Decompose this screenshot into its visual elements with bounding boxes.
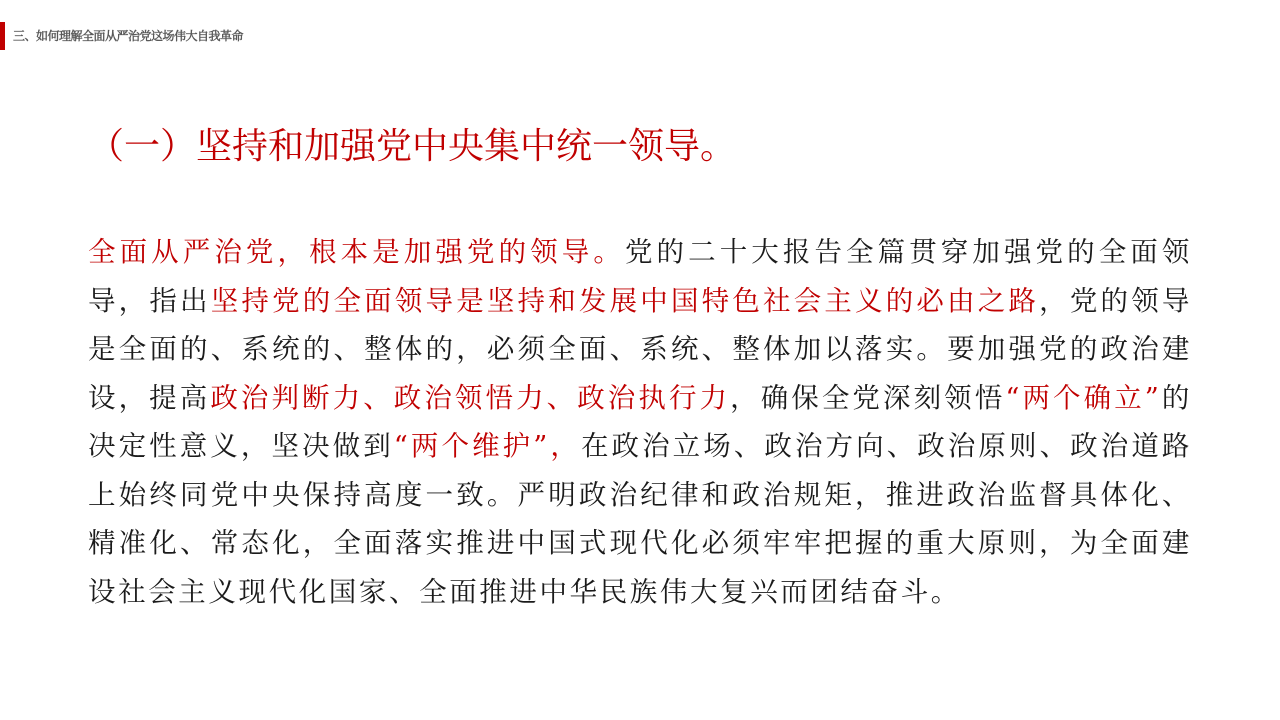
paragraph-segment: 在政治立场、政治方向、政治原则、政治道路上始终同党中央保持高度一致。严明政治纪律和政治规矩，推进政治监督具体化、精准化、常态化，全面落实推进中国式现代化必须牢牢把握的重大原则，为全面建设社会主义现代化国家、全面推进中华民族伟大复兴而团结奋斗。: [88, 430, 1192, 608]
breadcrumb: 三、如何理解全面从严治党这场伟大自我革命: [13, 29, 244, 43]
header-accent-bar: [0, 22, 5, 50]
paragraph-segment: ，党的领导是全面的、系统的、整体的，必须全面、系统、整体加以落实。要加强党的政治建设，提高: [88, 284, 1193, 414]
body-paragraph: [88, 228, 1192, 616]
section-title: （一）坚持和加强党中央集中统一领导。: [88, 126, 737, 167]
paragraph-segment: 党的二十大报告全篇贯穿加强党的全面领导，指出: [88, 236, 1192, 317]
paragraph-segment: ，确保全党深刻领悟: [730, 381, 1006, 414]
paragraph-segment: 坚持党的全面领导是坚持和发展中国特色社会主义的必由之路: [210, 284, 1040, 317]
paragraph-segment: 的决定性意义，坚决做到: [88, 381, 1193, 462]
paragraph-segment: “两个维护”，: [393, 430, 581, 462]
paragraph-segment: “两个确立”: [1005, 381, 1162, 414]
paragraph-segment: 政治判断力、政治领悟力、政治执行力: [210, 381, 731, 414]
paragraph-segment: 全面从严治党，根本是加强党的领导。: [88, 236, 625, 268]
